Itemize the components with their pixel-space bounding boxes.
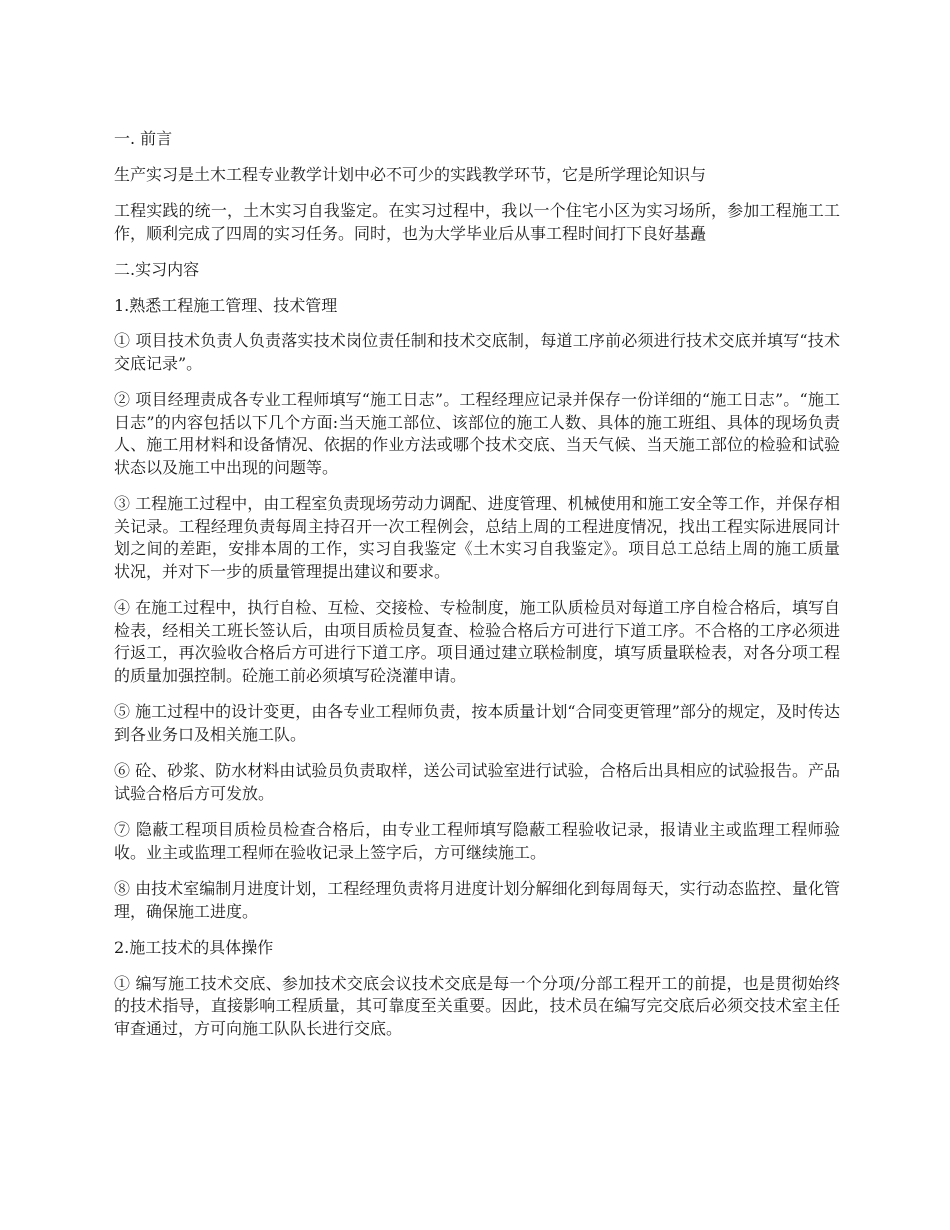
list-item-8: ⑧ 由技术室编制月进度计划，工程经理负责将月进度计划分解细化到每周每天，实行动态监控、量化管理，确保施工进度。 bbox=[114, 879, 840, 921]
list-item-5: ⑤ 施工过程中的设计变更，由各专业工程师负责，按本质量计划“合同变更管理”部分的规定，及时传达到各业务口及相关施工队。 bbox=[114, 702, 840, 744]
list-item-7: ⑦ 隐蔽工程项目质检员检查合格后，由专业工程师填写隐蔽工程验收记录，报请业主或监理工程师验收。业主或监理工程师在验收记录上签字后，方可继续施工。 bbox=[114, 820, 840, 862]
section-heading-preface: 一. 前言 bbox=[114, 129, 173, 148]
subsection-heading-techniques: 2.施工技术的具体操作 bbox=[114, 938, 274, 957]
document-page bbox=[114, 128, 840, 1054]
paragraph-intro-2: 工程实践的统一，土木实习自我鉴定。在实习过程中，我以一个住宅小区为实习场所，参加工程施工工作，顺利完成了四周的实习任务。同时，也为大学毕业后从事工程时间打下良好基矗 bbox=[114, 201, 840, 243]
subsection-heading-management: 1.熟悉工程施工管理、技术管理 bbox=[114, 295, 338, 315]
list-item-4: ④ 在施工过程中，执行自检、互检、交接检、专检制度，施工队质检员对每道工序自检合格后，填写自检表，经相关工班长签认后，由项目质检员复查、检验合格后方可进行下道工序。不合格的工序必须进行返工，再次验收合格后方可进行下道工序。项目通过建立联检制度，填写质量联检表，对各分项工程的质量加强控制。砼施工前必须填写砼浇灌申请。 bbox=[114, 598, 840, 685]
list-item-6: ⑥ 砼、砂浆、防水材料由试验员负责取样，送公司试验室进行试验，合格后出具相应的试验报告。产品试验合格后方可发放。 bbox=[114, 761, 840, 803]
section-heading-content: 二.实习内容 bbox=[114, 260, 200, 279]
list-item-1: ① 项目技术负责人负责落实技术岗位责任制和技术交底制，每道工序前必须进行技术交底并填写“技术交底记录”。 bbox=[114, 331, 840, 373]
paragraph-intro-1: 生产实习是土木工程专业教学计划中必不可少的实践教学环节，它是所学理论知识与 bbox=[114, 164, 707, 184]
list-item-3: ③ 工程施工过程中，由工程室负责现场劳动力调配、进度管理、机械使用和施工安全等工作，并保存相关记录。工程经理负责每周主持召开一次工程例会，总结上周的工程进度情况，找出工程实际进展同计划之间的差距，安排本周的工作，实习自我鉴定《土木实习自我鉴定》。项目总工总结上周的施工质量状况，并对下一步的质量管理提出建议和要求。 bbox=[114, 494, 840, 581]
list-item-techniques-1: ① 编写施工技术交底、参加技术交底会议技术交底是每一个分项/分部工程开工的前提，也是贯彻始终的技术指导，直接影响工程质量，其可靠度至关重要。因此，技术员在编写完交底后必须交技术室主任审查通过，方可向施工队队长进行交底。 bbox=[114, 973, 840, 1038]
list-item-2: ② 项目经理责成各专业工程师填写“施工日志”。工程经理应记录并保存一份详细的“施工日志”。“施工日志”的内容包括以下几个方面:当天施工部位、该部位的施工人数、具体的施工班组、具体的现场负责人、施工用材料和设备情况、依据的作业方法或哪个技术交底、当天气候、当天施工部位的检验和试验状态以及施工中出现的问题等。 bbox=[114, 390, 840, 477]
